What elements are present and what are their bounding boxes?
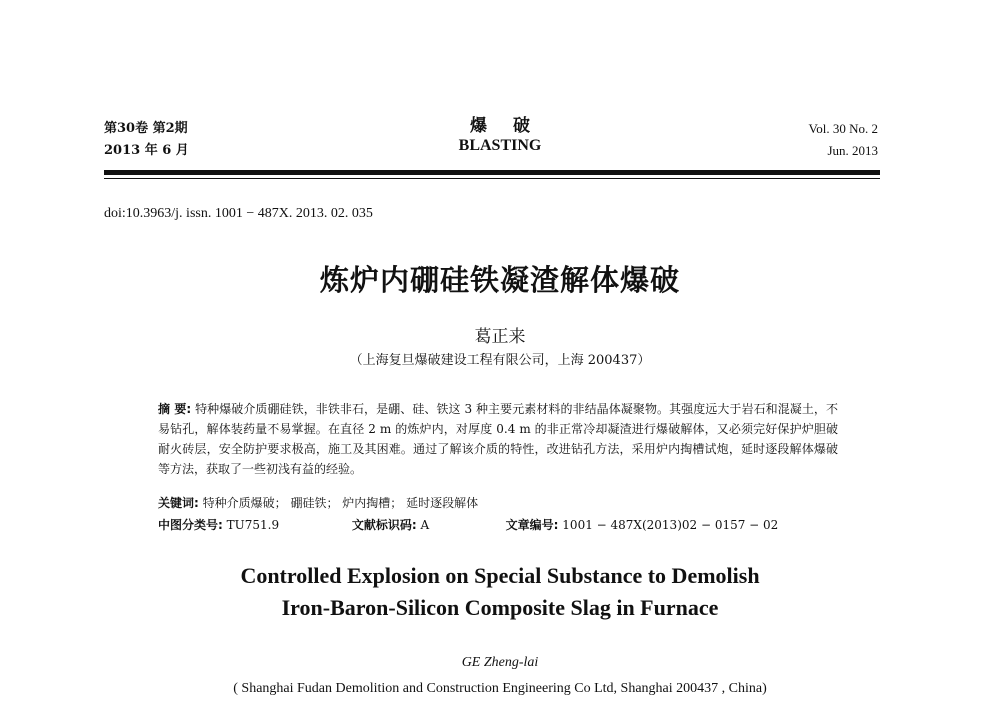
date-cn: 2013 年 6 月 [104, 143, 189, 158]
article-number-group [506, 516, 779, 533]
article-number-label: 文章编号: [505, 518, 559, 532]
doi[interactable]: doi:10.3963/j. issn. 1001 − 487X. 2013. 02. 035 [104, 206, 373, 221]
article-number-value: 1001 − 487X(2013)02 − 0157 − 02 [562, 518, 779, 532]
abstract-text: 特种爆破介质硼硅铁，非铁非石，是硼、硅、铁这 3 种主要元素材料的非结晶体凝聚物。其强度远大于岩石和混凝土，不易钻孔，解体装药量不易掌握。在直径 2 m 的炼炉内，对厚度 0.4 m 的非正常冷却凝渣进行爆破解体，又必须完好保护炉胆破耐火砖层，安全防护要求极高，施工及其困难。通过了解该介质的特性，改进钻孔方法，采用炉内掏槽试炮，延时逐段解体爆破等方法，获取了一些初浅有益的经验。 [158, 402, 838, 476]
abstract-cn [158, 399, 838, 479]
author-en: GE Zheng-lai [461, 655, 539, 670]
abstract-label: 摘 要: [158, 402, 192, 416]
author-cn: 葛正来 [474, 327, 526, 347]
doc-code-label: 文献标识码: [351, 518, 417, 532]
keywords-label: 关键词: [158, 496, 199, 510]
affiliation-en: ( Shanghai Fudan Demolition and Construction Engineering Co Ltd, Shanghai 200437 , China) [233, 681, 767, 696]
title-en-line1: Controlled Explosion on Special Substance to Demolish [240, 563, 760, 588]
date-en: Jun. 2013 [827, 143, 878, 158]
title-en [0, 560, 1000, 624]
affiliation-cn: （上海复旦爆破建设工程有限公司，上海 200437） [349, 353, 651, 368]
title-cn: 炼炉内硼硅铁凝渣解体爆破 [319, 263, 680, 297]
volume-issue-en: Vol. 30 No. 2 [808, 121, 878, 136]
journal-name-cn: 爆 破 [470, 116, 540, 136]
journal-issue-en [809, 118, 878, 162]
header-rule-thick [104, 170, 880, 175]
keywords-cn [158, 494, 478, 511]
classification-line [158, 516, 838, 533]
clc-label: 中图分类号: [158, 518, 223, 532]
doc-code-value: A [420, 518, 430, 532]
journal-name-en: BLASTING [458, 137, 542, 154]
keywords-text: 特种介质爆破； 硼硅铁； 炉内掏槽； 延时逐段解体 [202, 496, 479, 510]
title-en-line2: Iron-Baron-Silicon Composite Slag in Furnace [281, 595, 719, 620]
header-rule-thin [104, 178, 880, 179]
clc-value: TU751.9 [226, 518, 280, 532]
volume-issue-cn: 第30卷 第2期 [104, 121, 188, 136]
doc-code-group [352, 516, 502, 533]
clc-group [158, 516, 348, 533]
